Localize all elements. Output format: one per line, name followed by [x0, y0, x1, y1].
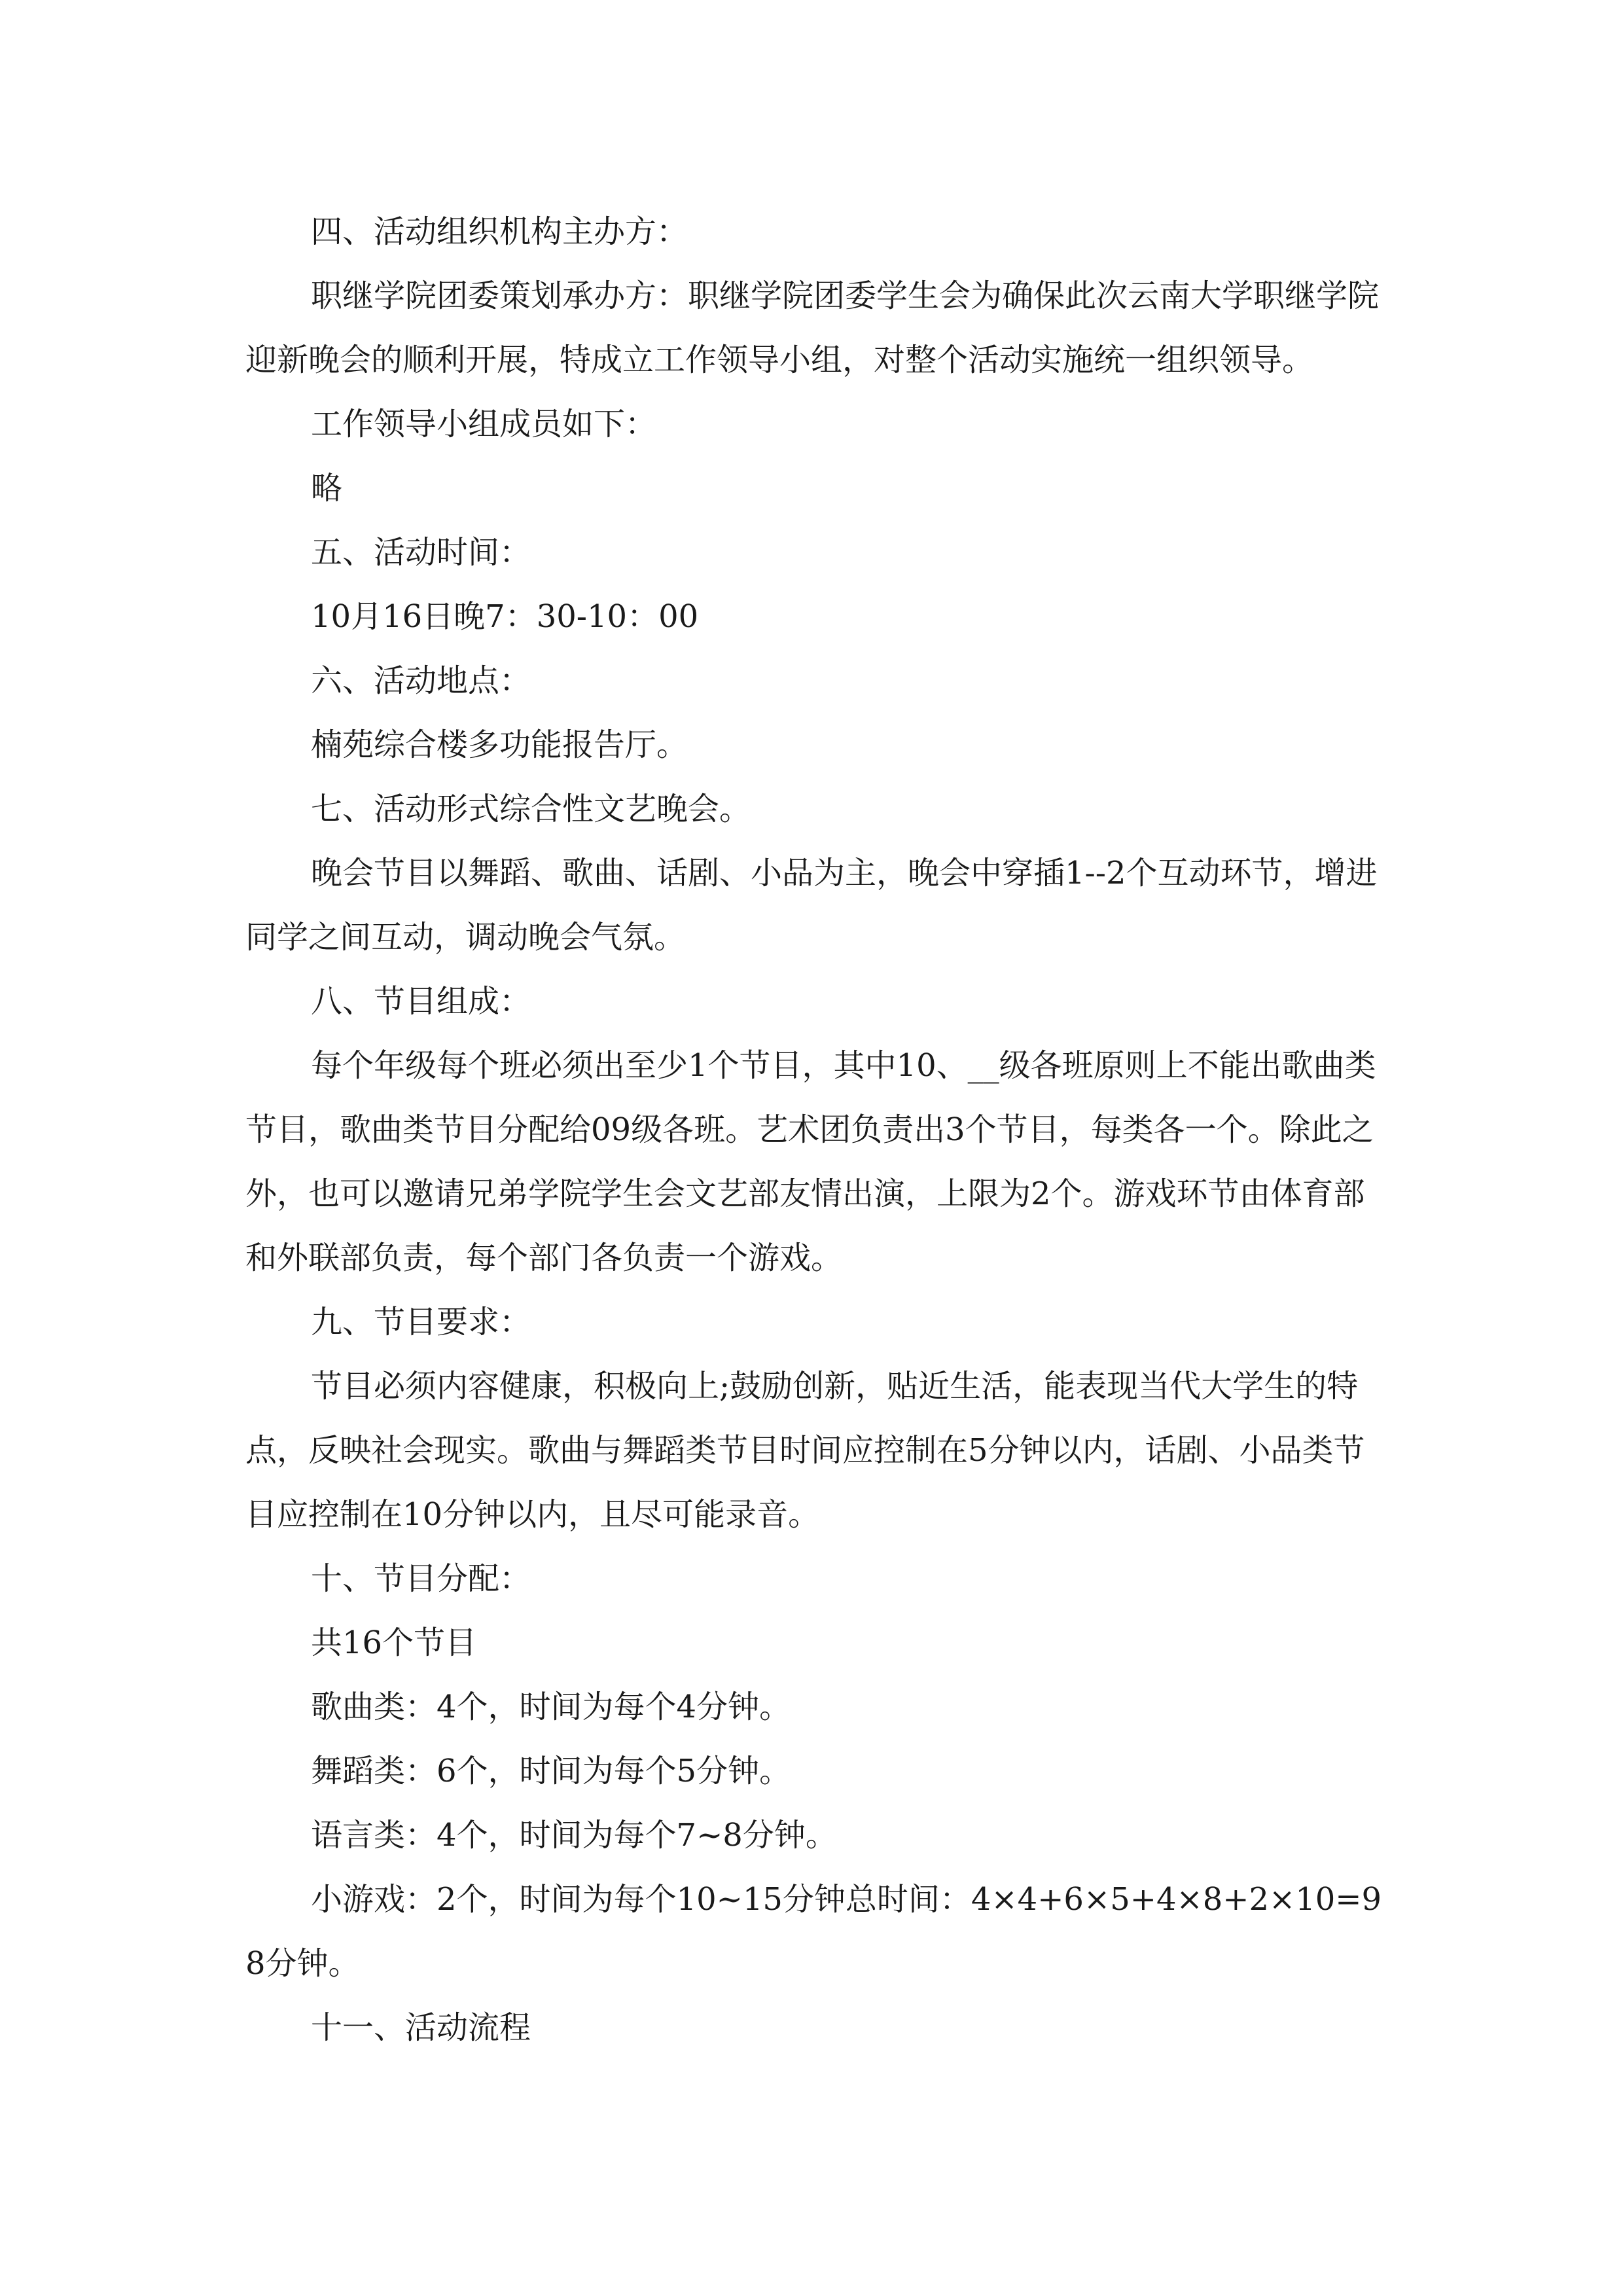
heading-program-composition: 八、节目组成：	[311, 983, 531, 1020]
paragraph-team-members-intro: 工作领导小组成员如下：	[311, 406, 657, 442]
paragraph-program-composition: 每个年级每个班必须出至少1个节目，其中10、__级各班原则上不能出歌曲类节目，歌曲类节目分配给09级各班。艺术团负责出3个节目，每类各一个。除此之外，也可以邀请兄弟学院学生会文艺部友情出演，上限为2个。游戏环节由体育部和外联部负责，每个部门各负责一个游戏。	[245, 1047, 1376, 1276]
heading-location: 六、活动地点：	[311, 662, 531, 699]
paragraph-omitted: 略	[311, 470, 343, 507]
heading-time: 五、活动时间：	[311, 534, 531, 571]
paragraph-organizer-detail: 职继学院团委策划承办方：职继学院团委学生会为确保此次云南大学职继学院迎新晚会的顺利开展，特成立工作领导小组，对整个活动实施统一组织领导。	[245, 278, 1380, 378]
paragraph-dances: 舞蹈类：6个，时间为每个5分钟。	[311, 1753, 791, 1789]
heading-program-requirements: 九、节目要求：	[311, 1304, 531, 1340]
heading-activity-flow: 十一、活动流程	[311, 2009, 531, 2046]
paragraph-total-programs: 共16个节目	[311, 1624, 477, 1661]
document-body	[245, 200, 1384, 2060]
heading-organizer: 四、活动组织机构主办方：	[311, 213, 688, 250]
paragraph-time: 10月16日晚7：30-10：00	[311, 598, 699, 635]
heading-program-allocation: 十、节目分配：	[311, 1560, 531, 1597]
paragraph-songs: 歌曲类：4个，时间为每个4分钟。	[311, 1689, 791, 1725]
paragraph-location: 楠苑综合楼多功能报告厅。	[311, 726, 688, 763]
paragraph-format: 晚会节目以舞蹈、歌曲、话剧、小品为主，晚会中穿插1--2个互动环节，增进同学之间互动，调动晚会气氛。	[245, 855, 1378, 956]
heading-format: 七、活动形式综合性文艺晚会。	[311, 791, 751, 827]
paragraph-program-requirements: 节目必须内容健康，积极向上;鼓励创新，贴近生活，能表现当代大学生的特点，反映社会现实。歌曲与舞蹈类节目时间应控制在5分钟以内，话剧、小品类节目应控制在10分钟以内，且尽可能录音。	[245, 1368, 1365, 1533]
paragraph-games: 小游戏：2个，时间为每个10~15分钟总时间：4×4+6×5+4×8+2×10=98分钟。	[245, 1881, 1382, 1982]
paragraph-language: 语言类：4个，时间为每个7~8分钟。	[311, 1817, 837, 1854]
